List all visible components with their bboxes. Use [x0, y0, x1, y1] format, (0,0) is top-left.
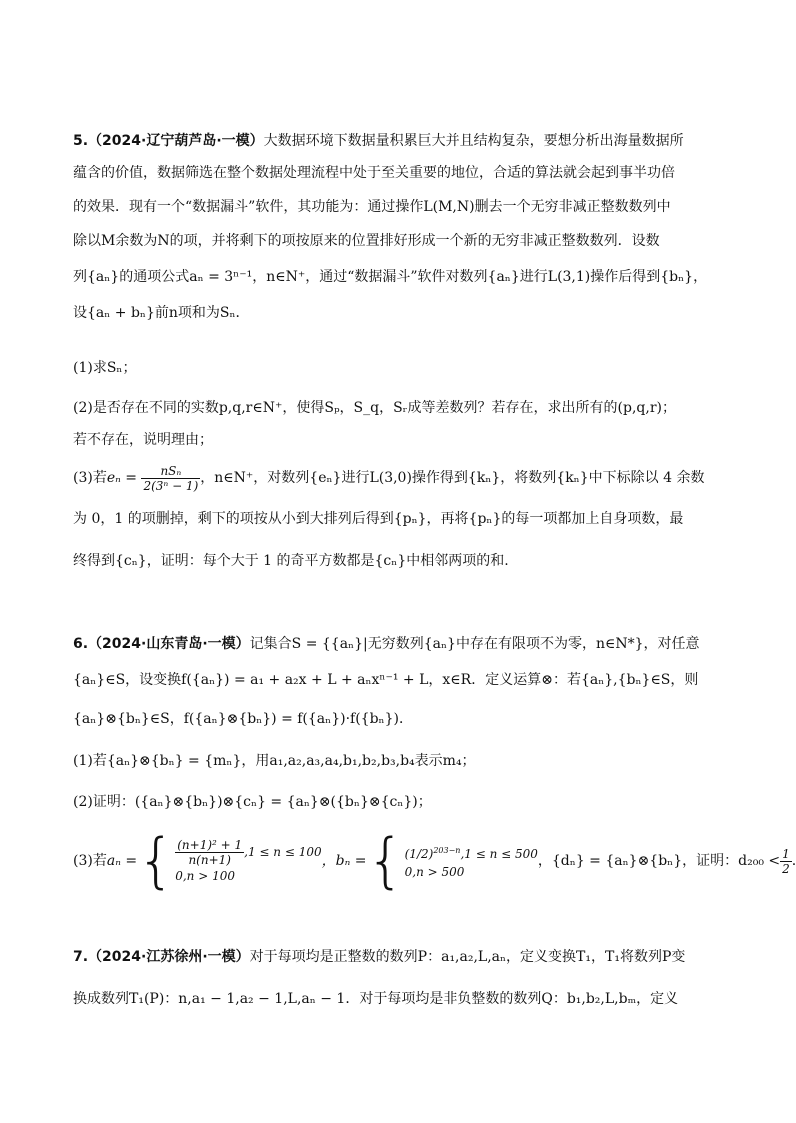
problem-6-text: 记集合S = {{aₙ}|无穷数列{aₙ}中存在有限项不为零，n∈N*}，对任意 — [249, 636, 700, 652]
problem-5-line-1 — [73, 125, 723, 157]
problem-6-question-3 — [73, 826, 796, 896]
problem-5-line-6: 设{aₙ + bₙ}前n项和为Sₙ． — [73, 305, 250, 321]
b-case-1 — [405, 842, 538, 863]
problem-7-text: 对于每项均是正整数的数列P：a₁,a₂,L,aₙ，定义变换T₁，T₁将数列P变 — [249, 949, 686, 965]
q3-en-label: eₙ = — [106, 470, 137, 486]
q3-fraction — [141, 464, 200, 493]
p6-q3-end: . — [791, 853, 796, 869]
half-fraction — [780, 847, 792, 876]
q3-rest: ，n∈N⁺，对数列{eₙ}进行L(3,0)操作得到{kₙ}，将数列{kₙ}中下标除以 4 余数 — [200, 470, 705, 486]
q3-fraction-numerator: nSₙ — [141, 464, 200, 479]
b-case-1-base: (1/2) — [404, 846, 434, 861]
half-den: 2 — [782, 861, 790, 876]
p6-q3-an-label: aₙ = — [106, 853, 138, 869]
problem-5-line-3: 的效果．现有一个“数据漏斗”软件，其功能为：通过操作L(M,N)删去一个无穷非减正整数数列中 — [73, 199, 671, 215]
q3-fraction-denominator: 2(3ⁿ − 1) — [143, 478, 199, 493]
q3-prefix: (3)若 — [73, 470, 107, 486]
problem-6-line-1 — [73, 628, 723, 660]
a-case-1-fraction — [175, 838, 244, 867]
problem-5-question-3-line-2: 为 0，1 的项删掉，剩下的项按从小到大排列后得到{pₙ}，再将{pₙ}的每一项都加上自身项数，最 — [73, 511, 684, 527]
a-case-1 — [175, 838, 321, 867]
problem-5-question-1: (1)求Sₙ； — [73, 360, 137, 376]
problem-6-question-2: (2)证明：({aₙ}⊗{bₙ})⊗{cₙ} = {aₙ}⊗({bₙ}⊗{cₙ})； — [73, 794, 432, 810]
b-case-1-cond: ,1 ≤ n ≤ 500 — [460, 846, 538, 861]
problem-5-line-5: 列{aₙ}的通项公式aₙ = 3ⁿ⁻¹，n∈N⁺，通过“数据漏斗”软件对数列{aₙ}进行L(3,1)操作后得到{bₙ}， — [73, 269, 708, 285]
problem-5-source: 5.（2024·辽宁葫芦岛·一模） — [73, 133, 264, 149]
problem-5-question-2-line-2: 若不存在，说明理由； — [73, 432, 213, 448]
a-case-1-cond: ,1 ≤ n ≤ 100 — [244, 844, 322, 859]
b-case-1-exp: 203−n — [433, 845, 461, 855]
problem-7-line-1 — [73, 941, 723, 973]
brace-a: { — [137, 826, 176, 896]
problem-6-line-3: {aₙ}⊗{bₙ}∈S，f({aₙ}⊗{bₙ}) = f({aₙ})·f({bₙ})． — [73, 711, 413, 727]
a-case-1-den: n(n+1) — [188, 852, 231, 867]
a-case-1-num: (n+1)² + 1 — [177, 837, 243, 852]
b-cases — [405, 842, 538, 881]
problem-5-line-4: 除以M余数为N的项，并将剩下的项按原来的位置排好形成一个新的无穷非减正整数数列．设数 — [73, 233, 660, 249]
p6-q3-dn: ，{dₙ} = {aₙ}⊗{bₙ}，证明：d₂₀₀ < — [537, 853, 781, 869]
a-case-2: 0,n > 100 — [175, 868, 235, 883]
problem-5-text: 大数据环境下数据量积累巨大并且结构复杂，要想分析出海量数据所 — [263, 133, 684, 149]
p6-q3-bn-label: ，bₙ = — [321, 853, 367, 869]
problem-5-question-3-line-3: 终得到{cₙ}，证明：每个大于 1 的奇平方数都是{cₙ}中相邻两项的和. — [73, 553, 509, 569]
p6-q3-prefix: (3)若 — [73, 853, 107, 869]
problem-6-line-2: {aₙ}∈S，设变换f({aₙ}) = a₁ + a₂x + L + aₙxⁿ⁻¹ + L，x∈R．定义运算⊗：若{aₙ},{bₙ}∈S，则 — [73, 672, 699, 688]
problem-6-question-1: (1)若{aₙ}⊗{bₙ} = {mₙ}，用a₁,a₂,a₃,a₄,b₁,b₂,b₃,b₄表示m₄； — [73, 753, 476, 769]
problem-7-line-2: 换成数列T₁(P)：n,a₁ − 1,a₂ − 1,L,aₙ − 1．对于每项均是非负整数的数列Q：b₁,b₂,L,bₘ，定义 — [73, 991, 679, 1007]
problem-5-question-2-line-1: (2)是否存在不同的实数p,q,r∈N⁺，使得Sₚ，S_q，Sᵣ成等差数列？若存在，求出所有的(p,q,r)； — [73, 400, 676, 416]
problem-5-line-2: 蕴含的价值，数据筛选在整个数据处理流程中处于至关重要的地位，合适的算法就会起到事半功倍 — [73, 165, 675, 181]
problem-6-source: 6.（2024·山东青岛·一模） — [73, 636, 250, 652]
brace-b: { — [366, 826, 405, 896]
a-cases — [175, 838, 321, 885]
problem-5-question-3-line-1 — [73, 462, 723, 494]
problem-7-source: 7.（2024·江苏徐州·一模） — [73, 949, 250, 965]
half-num: 1 — [782, 846, 790, 861]
b-case-2: 0,n > 500 — [404, 864, 465, 879]
